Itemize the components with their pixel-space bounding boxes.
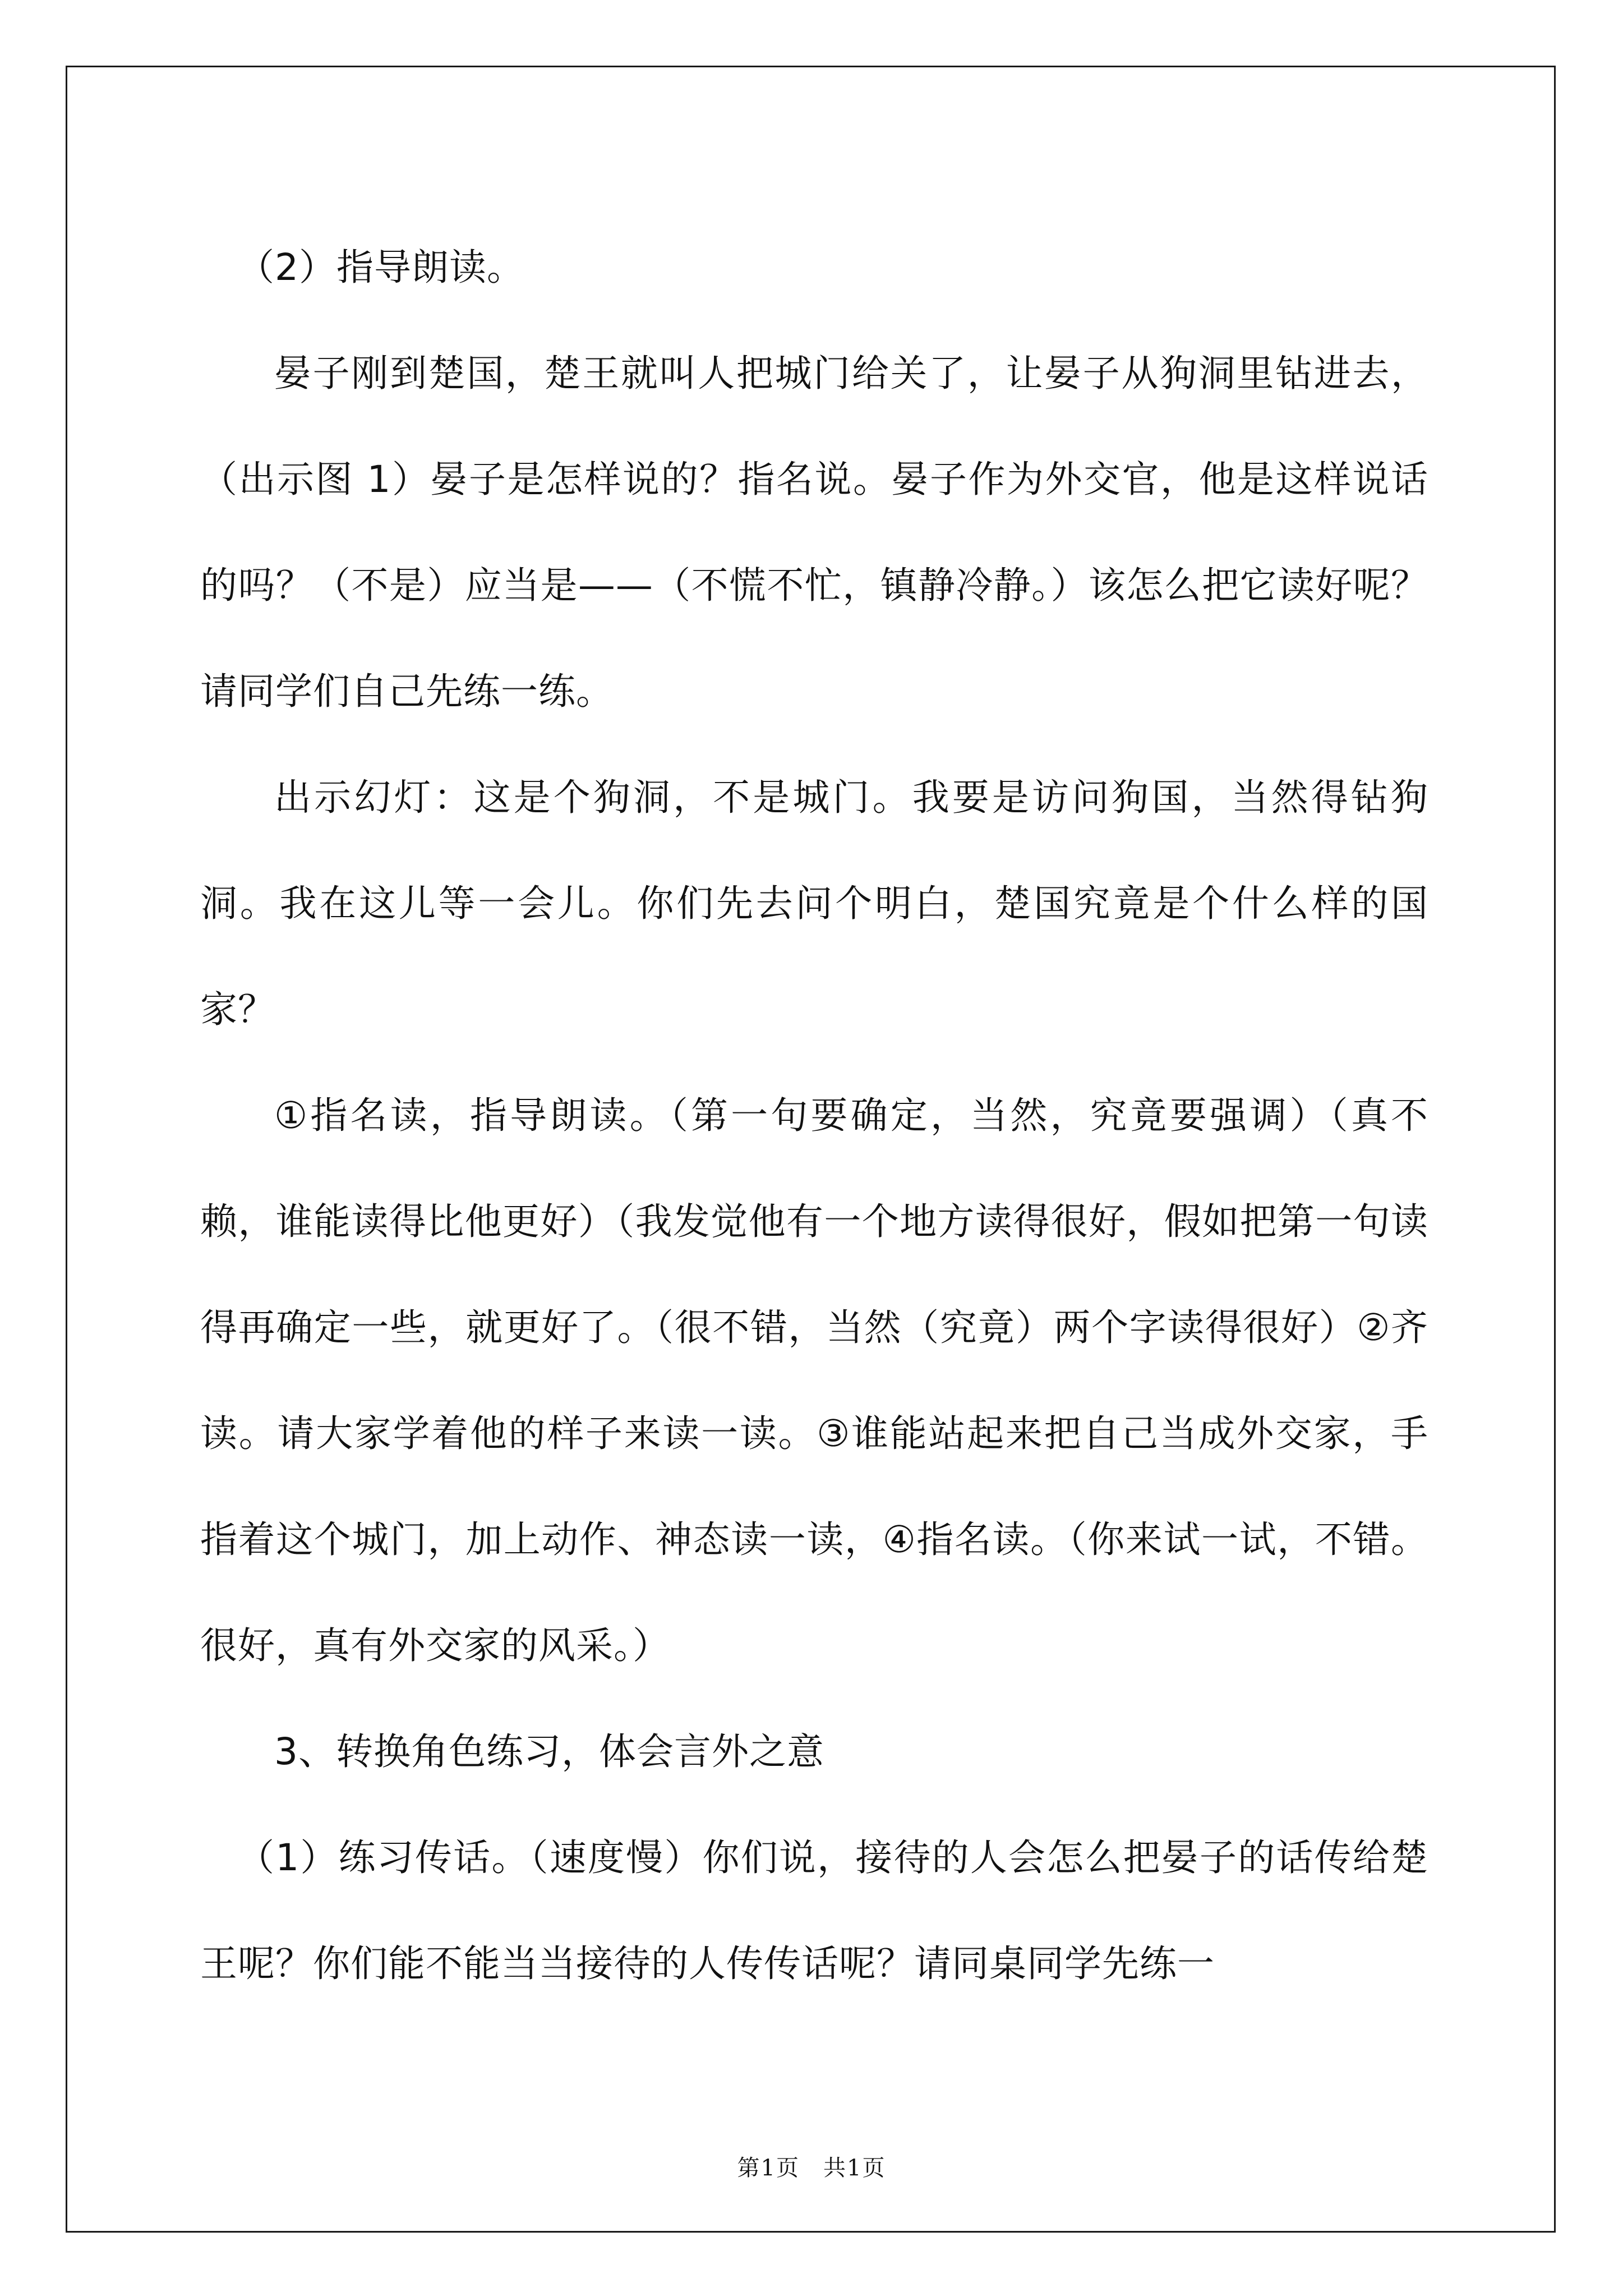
paragraph-1: （2）指导朗读。 [237, 246, 524, 289]
paragraph-3: 出示幻灯：这是个狗洞，不是城门。我要是访问狗国，当然得钻狗洞。我在这儿等一会儿。你们先去问个明白，楚国究竟是个什么样的国家？ [200, 776, 1428, 1031]
paragraph-2: 晏子刚到楚国，楚王就叫人把城门给关了，让晏子从狗洞里钻进去，（出示图 1）晏子是怎样说的？指名说。晏子作为外交官，他是这样说话的吗？（不是）应当是——（不慌不忙，镇静冷静。）该怎么把它读好呢？请同学们自己先练一练。 [200, 352, 1428, 713]
paragraph-5: 3、转换角色练习，体会言外之意 [274, 1730, 824, 1773]
document-body [200, 214, 1428, 2017]
paragraph-6: （1）练习传话。（速度慢）你们说，接待的人会怎么把晏子的话传给楚王呢？你们能不能当当接待的人传传话呢？请同桌同学先练一 [200, 1836, 1428, 1985]
page-footer: 第1页 共1页 [737, 2155, 886, 2181]
paragraph-4: ①指名读，指导朗读。（第一句要确定，当然，究竟要强调）（真不赖，谁能读得比他更好）（我发觉他有一个地方读得很好，假如把第一句读得再确定一些，就更好了。（很不错，当然（究竟）两个字读得很好）②齐读。请大家学着他的样子来读一读。③谁能站起来把自己当成外交家，手指着这个城门，加上动作、神态读一读，④指名读。（你来试一试，不错。很好，真有外交家的风采。） [200, 1094, 1428, 1667]
